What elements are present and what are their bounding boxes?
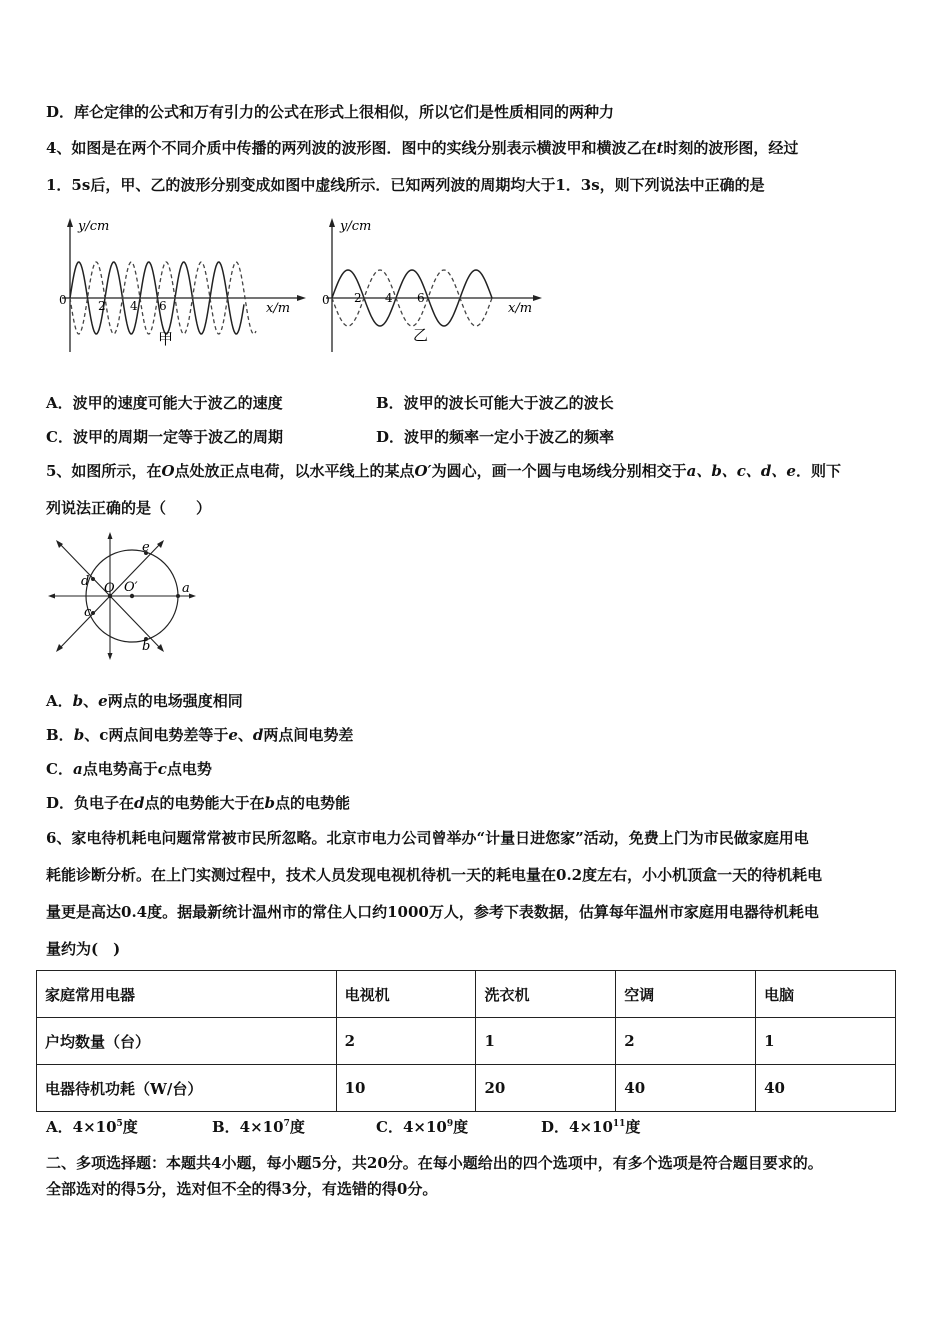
q5-option-a [46,690,243,711]
q5-stem-line2: 列说法正确的是（ ） [46,499,212,517]
q5-c-text2: 点电势 [166,760,212,778]
wave-figure-jia [52,212,312,357]
table-cell: 2 [336,1018,476,1065]
q5-a-text2: 两点的电场强度相同 [107,692,243,710]
q6-b-exp: 7 [283,1119,290,1129]
table-header-row [37,971,896,1018]
q5-c-text1: C． [46,760,73,778]
q6-stem-line2: 耗能诊断分析。在上门实测过程中，技术人员发现电视机待机一天的耗电量在0.2度左右，小小机顶盒一天的待机耗电 [46,866,823,884]
fig2-ylabel: y/cm [340,219,372,234]
fig2-xlabel: x/m [508,301,533,316]
q6-a-exp: 5 [116,1119,123,1129]
q4-option-b: B．波甲的波长可能大于波乙的波长 [376,394,614,412]
q6-b-base: B．4×10 [212,1118,284,1136]
table-cell: 洗衣机 [476,971,616,1018]
electric-field-figure [44,528,204,664]
q4-stem-line2: 1．5s后，甲、乙的波形分别变成如图中虚线所示．已知两列波的周期均大于1．3s，则下列说法中正确的是 [46,176,765,194]
table-row [37,1018,896,1065]
q5-b-sep: 、 [237,726,253,744]
table-cell: 40 [616,1065,756,1112]
section2-line1: 二、多项选择题：本题共4小题，每小题5分，共20分。在每小题给出的四个选项中，有多个选项是符合题目要求的。 [46,1154,823,1172]
q5-b-text-mid: 、c两点间电势差等于 [84,726,229,744]
q5-b-var-d: d [252,726,264,744]
fig2-tick-2: 2 [354,291,362,305]
fig1-tick-2: 2 [98,299,106,313]
q6-option-c [376,1116,468,1137]
fig-label-O: O [104,581,115,596]
section2-line2: 全部选对的得5分，选对但不全的得3分，有选错的得0分。 [46,1180,438,1198]
q6-a-unit: 度 [122,1118,138,1136]
q5-option-c [46,758,212,779]
table-cell: 1 [476,1018,616,1065]
q6-option-d [541,1116,640,1137]
q5-b-text1: B． [46,726,74,744]
q5-c-var-c: c [157,760,167,778]
q5-stem-O2: O′ [414,462,432,480]
q6-d-base: D．4×10 [541,1118,613,1136]
q6-c-exp: 9 [446,1119,454,1129]
q5-b-var-e: e [228,726,238,744]
q5-b-var-b: b [73,726,85,744]
fig1-tick-4: 4 [130,299,138,313]
fig1-xlabel: x/m [266,301,291,316]
q4-stem-var-t: t [656,139,664,157]
q4-option-d: D．波甲的频率一定小于波乙的频率 [376,428,615,446]
fig-label-b: b [142,639,151,654]
fig1-ylabel: y/cm [78,219,110,234]
fig-label-c: c [84,605,92,620]
fig-label-O2: O′ [124,580,138,595]
table-cell: 40 [756,1065,896,1112]
fig1-caption: 甲 [158,330,174,348]
q4-option-c: C．波甲的周期一定等于波乙的周期 [46,428,283,446]
q6-stem-line1: 6、家电待机耗电问题常常被市民所忽略。北京市电力公司曾举办“计量日进您家”活动，免费上门为市民做家庭用电 [46,829,809,847]
q5-d-var-d: d [134,794,145,812]
fig-label-d: d [81,574,90,589]
q5-a-text1: A． [46,692,73,710]
fig2-origin: 0 [322,293,330,307]
q6-b-unit: 度 [289,1118,305,1136]
q4-stem-text: 4、如图是在两个不同介质中传播的两列波的波形图．图中的实线分别表示横波甲和横波乙在 [46,139,657,157]
q5-b-text2: 两点间电势差 [263,726,354,744]
q5-stem-points: a、b、c、d、e [686,462,796,480]
q5-c-var-a: a [72,760,83,778]
q5-option-b [46,724,353,745]
table-cell: 电视机 [336,971,476,1018]
q5-d-var-b: b [264,794,276,812]
table-cell: 10 [336,1065,476,1112]
q6-c-base: C．4×10 [376,1118,447,1136]
wave-figure-yi [318,212,548,357]
q6-d-exp: 11 [612,1119,626,1129]
q5-a-var-b: b [72,692,84,710]
fig2-tick-4: 4 [385,291,393,305]
q5-c-text-mid: 点电势高于 [82,760,158,778]
fig1-origin: 0 [59,293,67,307]
q3-option-d: D．库仑定律的公式和万有引力的公式在形式上很相似，所以它们是性质相同的两种力 [46,103,615,121]
table-cell: 2 [616,1018,756,1065]
fig2-tick-6: 6 [417,291,425,305]
fig-label-e: e [142,540,150,555]
q4-stem-line1 [46,137,798,158]
q5-d-text1: D．负电子在 [46,794,135,812]
q6-stem-line4: 量约为( ) [46,940,121,958]
q5-option-d [46,792,350,813]
q5-a-var-e: e [98,692,108,710]
appliance-table [36,970,896,1112]
q5-stem-line1 [46,460,841,481]
q5-a-sep: 、 [83,692,99,710]
table-cell: 电脑 [756,971,896,1018]
table-cell: 户均数量（台） [37,1018,337,1065]
q5-d-text-mid: 点的电势能大于在 [144,794,265,812]
q4-option-a: A．波甲的速度可能大于波乙的速度 [46,394,283,412]
q5-stem-p3: 为圆心，画一个圆与电场线分别相交于 [431,462,687,480]
q4-stem-text-end: 时刻的波形图，经过 [663,139,799,157]
q5-stem-p2: 点处放正点电荷，以水平线上的某点 [174,462,415,480]
table-cell: 电器待机功耗（W/台） [37,1065,337,1112]
q6-c-unit: 度 [453,1118,469,1136]
fig2-caption: 乙 [413,326,429,344]
fig1-tick-6: 6 [159,299,167,313]
q5-stem-O: O [161,462,175,480]
table-cell: 1 [756,1018,896,1065]
q6-stem-line3: 量更是高达0.4度。据最新统计温州市的常住人口约1000万人，参考下表数据，估算每年温州市家庭用电器待机耗电 [46,903,819,921]
q5-stem-p4: ．则下 [795,462,841,480]
q5-stem-p1: 5、如图所示，在 [46,462,162,480]
q6-option-b [212,1116,305,1137]
q6-a-base: A．4×10 [46,1118,117,1136]
q6-option-a [46,1116,138,1137]
table-cell: 20 [476,1065,616,1112]
table-cell: 家庭常用电器 [37,971,337,1018]
q5-d-text2: 点的电势能 [275,794,351,812]
fig-label-a: a [182,581,190,596]
q6-d-unit: 度 [625,1118,641,1136]
table-cell: 空调 [616,971,756,1018]
table-row [37,1065,896,1112]
